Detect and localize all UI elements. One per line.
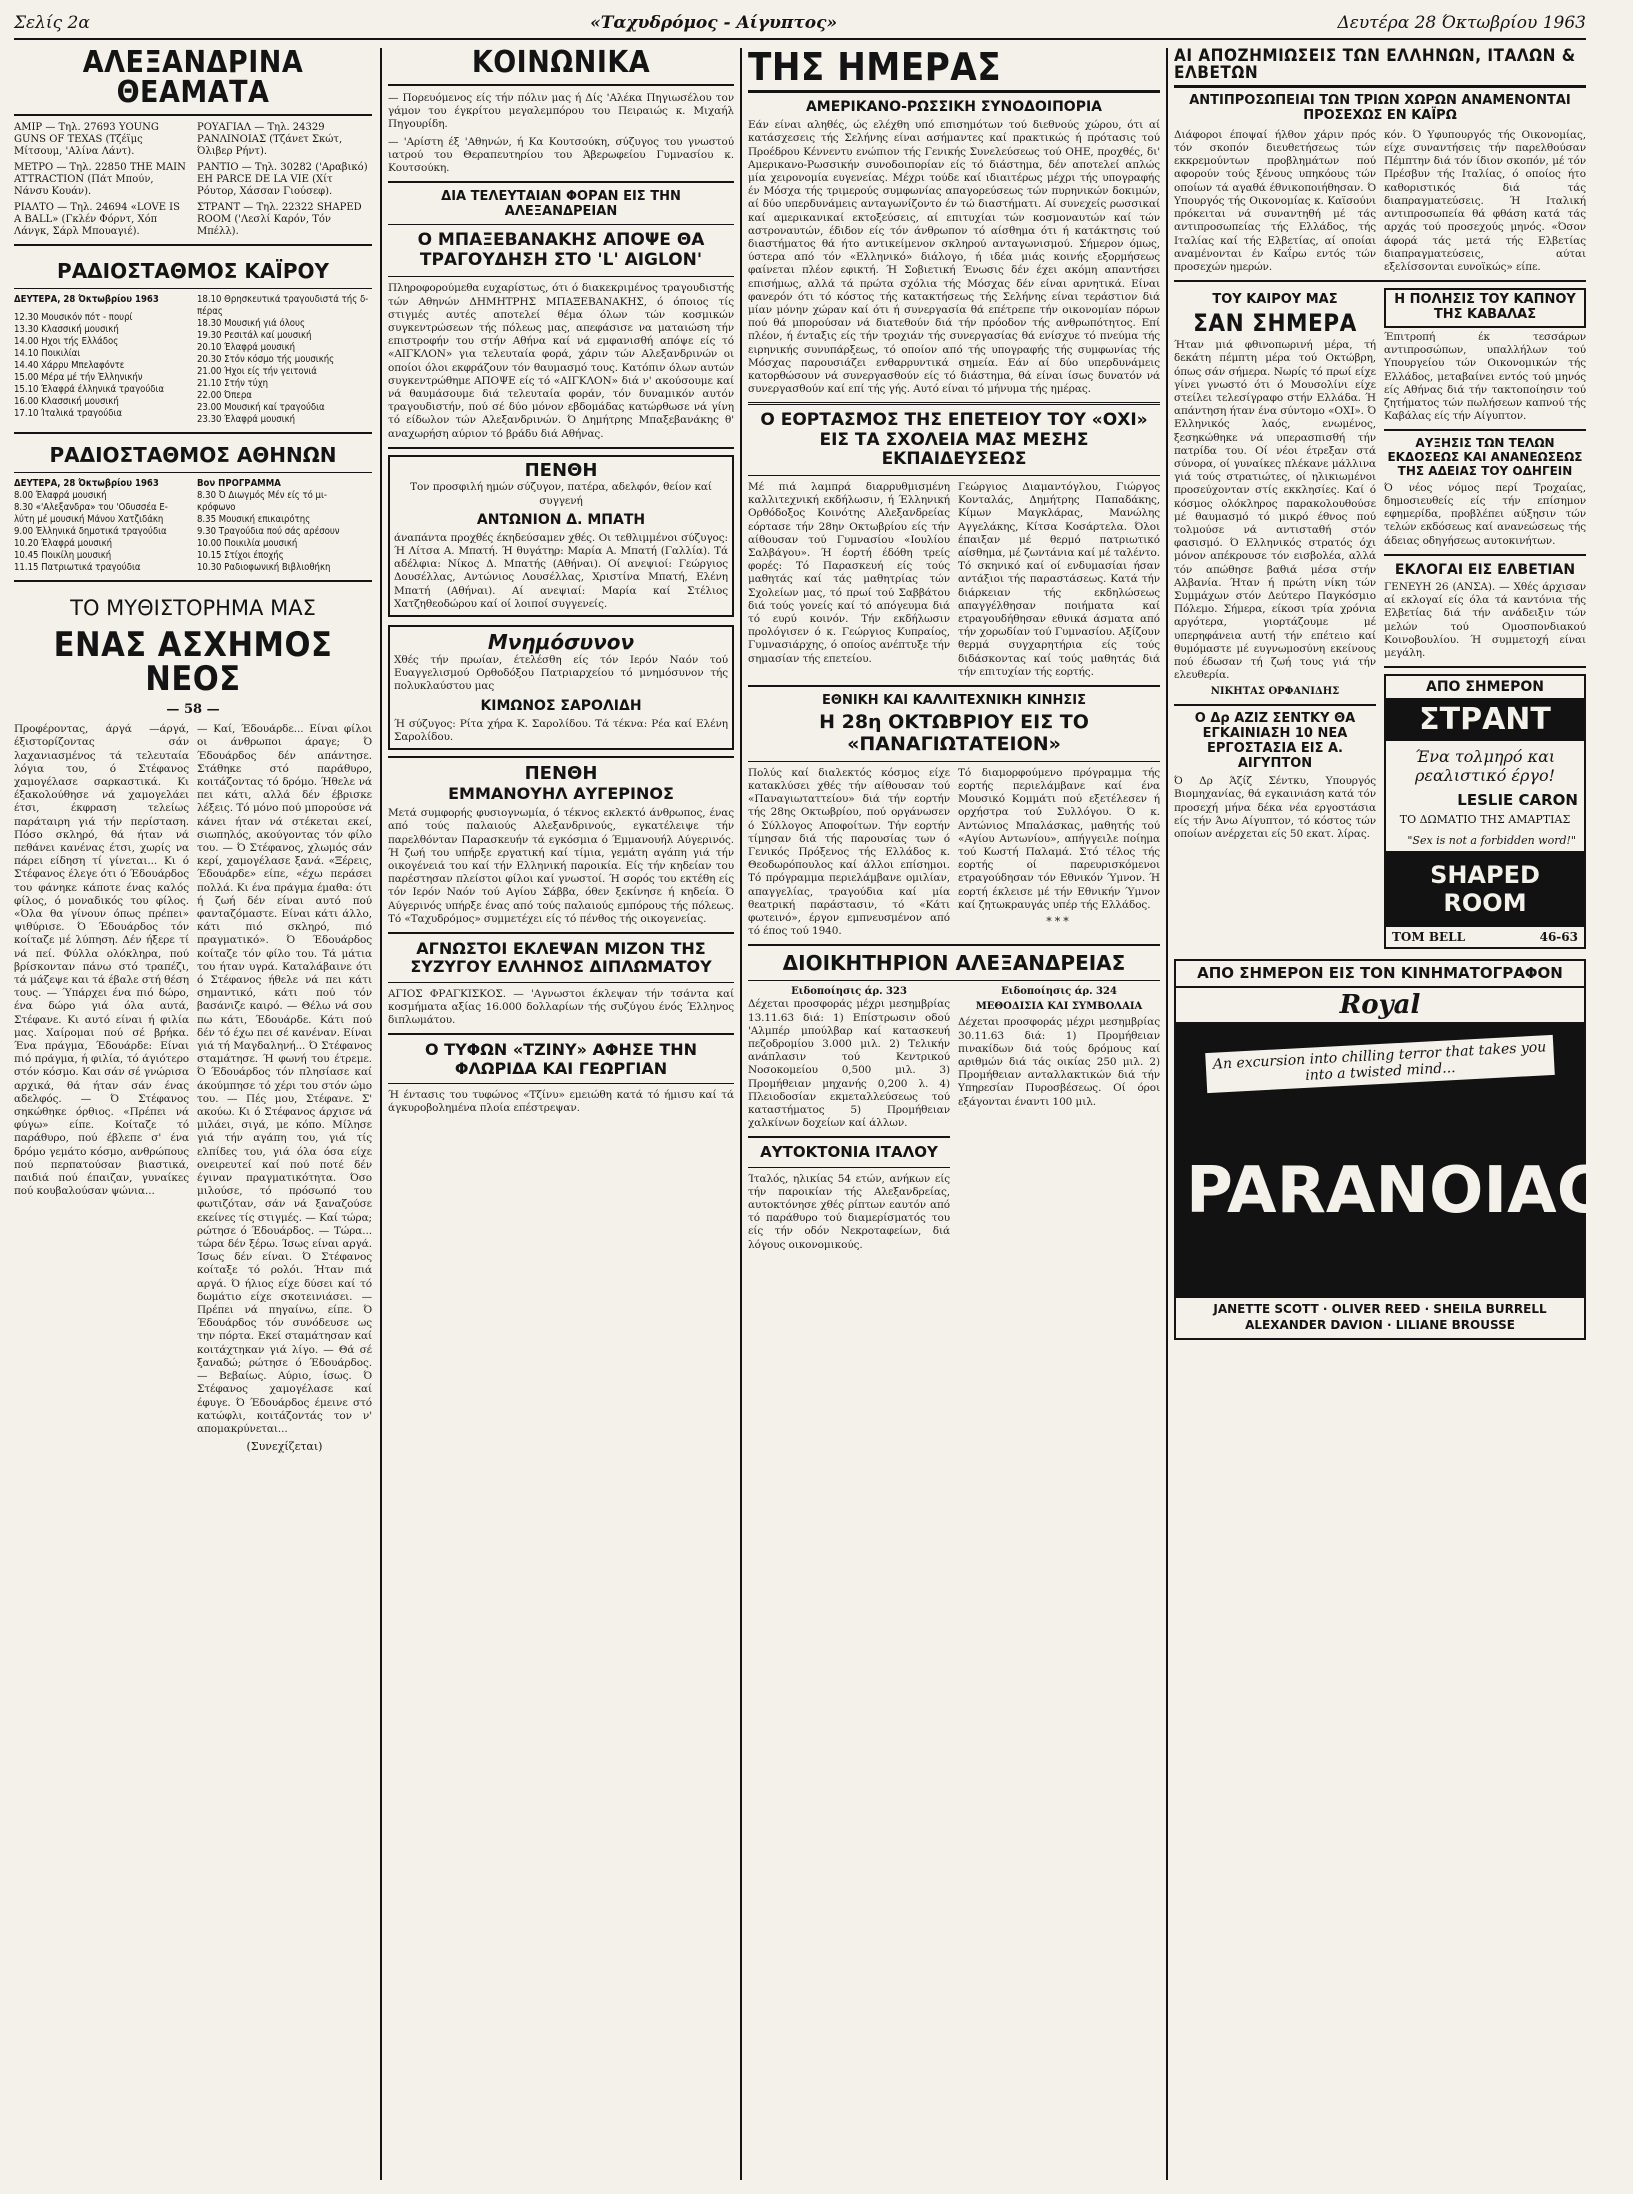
ad-phone: 46-63 bbox=[1539, 930, 1578, 945]
aiglon-headline: Ο ΜΠΑΞΕΒΑΝΑΚΗΣ ΑΠΟΨΕ ΘΑ ΤΡΑΓΟΥΔΗΣΗ ΣΤΟ 'L' AIGLON' bbox=[417, 230, 705, 270]
column-rule bbox=[380, 48, 382, 2180]
compensation-subheadline: ΑΝΤΙΠΡΟΣΩΠΕΙΑΙ ΤΩΝ ΤΡΙΩΝ ΧΩΡΩΝ ΑΝΑΜΕΝΟΝΤΑΙ ΠΡΟΣΕΧΩΣ ΕΝ ΚΑΪΡΩ bbox=[1189, 93, 1571, 123]
column-rule bbox=[740, 48, 742, 2180]
ad-costar: TOM BELL bbox=[1392, 930, 1466, 945]
newspaper-name: «Ταχυδρόμος - Αίγυπτος» bbox=[590, 13, 838, 33]
strand-ad bbox=[1384, 674, 1586, 949]
radio-item: 23.30 Έλαφρά μουσική bbox=[197, 414, 296, 425]
cinema-listing: ΡΟΥΑΓΙΑΛ — Τηλ. 24329 ΡΑΝΛΙΝΟΙΑΣ (Τζάνετ Σκώτ, Όλιβερ Ρήντ). bbox=[197, 122, 343, 157]
san-simera-title: ΣΑΝ ΣΗΜΕΡΑ bbox=[1193, 309, 1357, 338]
theatres-title: ΑΛΕΞΑΝΔΡΙΝΑ ΘΕΑΜΑΤΑ bbox=[82, 45, 304, 110]
radio-item: 8.30 Ό Διωγμός Μέν είς τό μι- bbox=[197, 490, 327, 501]
radio-item: 10.20 Έλαφρά μουσική bbox=[14, 538, 113, 549]
tobacco-headline: Η ΠΟΛΗΣΙΣ ΤΟΥ ΚΑΠΝΟΥ ΤΗΣ ΚΑΒΑΛΑΣ bbox=[1384, 288, 1586, 328]
obituary-title: ΠΕΝΘΗ bbox=[524, 763, 598, 785]
typhoon-text: Ή έντασις του τυφώνος «Τζίνυ» εμειώθη κατά τό ήμισυ καί τά άγκυροβολημένα πλοία επέστρεψαν. bbox=[388, 1089, 734, 1115]
column-rule bbox=[1166, 48, 1168, 2180]
radio-athens-schedule bbox=[14, 478, 372, 574]
ad-cinema-name: ΣΤΡΑΝΤ bbox=[1386, 698, 1584, 741]
licence-headline: ΑΥΞΗΣΙΣ ΤΩΝ ΤΕΛΩΝ ΕΚΔΟΣΕΩΣ ΚΑΙ ΑΝΑΝΕΩΣΕΩΣ ΤΗΣ ΑΔΕΙΑΣ ΤΟΥ ΟΔΗΓΕΙΝ bbox=[1387, 436, 1583, 478]
radio-item: 10.15 Στίχοι έποχής bbox=[197, 550, 284, 561]
radio-item: 19.30 Ρεσιτάλ καί μουσική bbox=[197, 330, 312, 341]
swiss-elections-headline: ΕΚΛΟΓΑΙ ΕΙΣ ΕΛΒΕΤΙΑΝ bbox=[1394, 561, 1576, 578]
radio-item: 21.00 Ήχοι είς τήν γειτονιά bbox=[197, 366, 317, 377]
anniversary-text: Μέ πιά λαμπρά διαρρυθμισμένη καλλιτεχνική εκδήλωσιν, ή Έλληνική Ορθόδοξος Κοινότης Αλεξανδρείας εόρτασε τήν 28ην Οκτωβρίου είς τήν αίθουσαν τού Γυμνασίου «Ιουλίου Σαλβάγου». Ή έορτή έδόθη τρείς φορές: Τό Παρασκευή είς τούς μαθητάς καί τάς μαθητρίας τών Σχολείων μας, τό πρωί τού Σαββάτου διά τούς γονείς καί τό απόγευμα διά τό ευρύ κοινόν. Τήν εκδήλωσιν προλόγισεν ό κ. Γεώργιος Κυπραίος, Γυμνασιάρχης, ό οποίος ανέπτυξε τήν σημασίαν τής επετείου. bbox=[748, 481, 950, 665]
radio-date: ΔΕΥΤΕΡΑ, 28 Όκτωβρίου 1963 bbox=[14, 478, 159, 489]
radio-item: κρόφωνο bbox=[197, 502, 236, 513]
compensation-text: κόν. Ό Υφυπουργός τής Οικονομίας, είχε συναντήσεις τήν παρελθούσαν Πέμπτην διά τόν ίδιον σκοπόν, μέ τόν Πρέσβυν τής Ιταλίας, ό οποίος ήτο καθοριστικός διά τάς διαπραγματεύσεις. Ή Ιταλική αντιπροσωπεία θά φθάση κατά τάς αρχάς τού προσεχούς μηνός. «Όσον άφορά τάς μετά τής Ελβετίας διαπραγματεύσεις, αύται εξελίσσονται ευνοϊκώς» είπε. bbox=[1384, 128, 1586, 273]
ad-label: ΑΠΟ ΣΗΜΕΡΟΝ ΕΙΣ ΤΟΝ ΚΙΝΗΜΑΤΟΓΡΑΦΟΝ bbox=[1197, 964, 1563, 983]
radio-item: 17.10 Ίταλικά τραγούδια bbox=[14, 408, 122, 419]
radio-athens-title: ΡΑΔΙΟΣΤΑΘΜΟΣ ΑΘΗΝΩΝ bbox=[49, 443, 337, 467]
radio-item: 13.30 Κλασσική μουσική bbox=[14, 324, 119, 335]
radio-item: 22.00 Όπερα bbox=[197, 390, 252, 401]
ad-tagline: Ένα τολμηρό και ρεαλιστικό έργο! bbox=[1414, 747, 1556, 786]
ad-cast: JANETTE SCOTT · OLIVER REED · SHEILA BURRELL bbox=[1213, 1302, 1547, 1317]
memorial-box bbox=[388, 625, 734, 750]
radio-item: λύτη μέ μουσική Μάνου Χατζιδάκη bbox=[14, 514, 164, 525]
masthead bbox=[14, 8, 1586, 40]
column-today: ΤΗΣ ΗΜΕΡΑΣ ΑΜΕΡΙΚΑΝΟ-ΡΩΣΣΙΚΗ ΣΥΝΟΔΟΙΠΟΡΙΑ Εάν είναι αληθές, ώς ελέχθη υπό επισημότων τού διεθνούς χώρου, ότι αί κατάσχεσεις τής Σελήνης είναι ασήμαντες καί πρακτικώς ή πρότασις τού Προέδρου Κέννεντυ ενώπιον τής Γενικής Συνελεύσεως τού ΟΗΕ, προχθές, δι' Αμερικανο-Ρωσσικήν συνοδοιπορίαν είς τό διάστημα, δέν αποτελεί απλώς μία χειρονομία ευγενείας. Μέχρι τούδε καί ιδιαιτέρως μέχρι τής υπογραφής έν Μόσχα τής τριμερούς συμφωνίας απαγορεύσεως τών πυρηνικών δοκιμών, αί δύο υπερδυνάμεις ανταγωνίζοντο έν τώ διαστήματι. Αί συνεχείς ρωσσικαί καί αμερικανικαί εκτοξεύσεις, αί επιτυχίαι τών κοσμοναυτών καί τών αστροναυτών, έδιδον είς τόν άνθρωπον τό αίσθημα ότι ή κατάκτησις τού διαστήματος θά ήτο αντικείμενον σκληρού ανταγωνισμού. Σήμερον όμως, ύστερα από τόν «Ελληνικό» διάλογο, ή ιδέα μιάς κοινής εξορμήσεως φαίνεται πλέον εφικτή. Ή Σοβιετική Ένωσις δέν έχει ακόμη απαντήσει επισήμως, αλλά τά πρώτα σχόλια τής Μόσχας δέν είναι αρνητικά. Είναι φανερόν ότι τό κόστος τής κατακτήσεως τής Σελήνης είναι τεράστιον διά μίαν μόνην χώραν καί ότι ή συνεργασία θά επέτρεπε τήν οικονομίαν πόρων πού θά μπορούσαν νά διατεθούν διά τήν πρόοδον τής ανθρωπότητος. Επί πλέον, ή ένταξις είς τήν τροχιάν τής συνεργασίας θά ενίσχυε τό πνεύμα τής ειρηνικής συνυπάρξεως, τό οποίον από τής υπογραφής τής συμφωνίας τής Μόσχας παρουσιάζει ενθαρρυντικά σημεία. Εάν αί δύο υπερδυνάμεις κατορθώσουν νά συνεργασθούν είς τό διάστημα, θά είναι ίσως δυνατόν νά συνεργασθούν καί επί τής γής. Αυτό είναι τό μήνυμα τής ημέρας. Ο ΕΟΡΤΑΣΜΟΣ ΤΗΣ ΕΠΕΤΕΙΟΥ ΤΟΥ «ΟΧΙ» ΕΙΣ ΤΑ ΣΧΟΛΕΙΑ ΜΑΣ ΜΕΣΗΣ ΕΚΠΑΙΔΕΥΣΕΩΣ Μέ πιά λαμπρά διαρρυθμισμένη καλλιτεχνική εκδήλωσιν, ή Έλληνική Ορθόδοξος Κοινότης Αλεξανδρείας εόρτασε τήν 28ην Οκτωβρίου είς τήν αίθουσαν τού Γυμνασίου «Ιουλίου Σαλβάγου». Ή έορτή έδόθη τρείς φορές: Τό Παρασκευή είς τούς μαθητάς καί τάς μαθητρίας τών Σχολείων μας, τό πρωί τού Σαββάτου διά τούς γονείς καί τό απόγευμα διά τό ευρύ κοινόν. Τήν εκδήλωσιν προλόγισεν ό κ. Γεώργιος Κυπραίος, Γυμνασιάρχης, ό οποίος ανέπτυξε τήν σημασίαν τής επετείου. Γεώργιος Διαμαντόγλου, Γιώργος Κονταλάς, Δημήτρης Παπαδάκης, Κίμων Μαγκλάρας, Μανώλης Αγγελάκης, Κίτσα Κοσάρτελα. Όλοι έπαιξαν μέ θερμό πατριωτικό αίσθημα, μέ ζωντάνια καί μέ ταλέντο. Τό σκηνικό καί οί ενδυμασίαι ήσαν αντάξιοι τής παραστάσεως. Κατά τήν διάρκειαν τής εκδηλώσεως απαγγέλθησαν ποιήματα καί ετραγουδήθησαν εθνικά άσματα από τήν χορωδίαν τού Γυμνασίου. Αξίζουν θερμά συγχαρητήρια είς τούς διδάσκοντας καί τούς μαθητάς διά τήν επιτυχίαν τής εορτής. ΕΘΝΙΚΗ ΚΑΙ ΚΑΛΛΙΤΕΧΝΙΚΗ ΚΙΝΗΣΙΣ Η 28η ΟΚΤΩΒΡΙΟΥ ΕΙΣ ΤΟ «ΠΑΝΑΓΙΩΤΑΤΕΙΟΝ» Πολύς καί διαλεκτός κόσμος είχε κατακλύσει χθές τήν αίθουσαν τού «Παναγιωταττείου» διά τήν εορτήν τής 28ης Οκτωβρίου, πού οργάνωσεν ό Σύλλογος Αποφοίτων. Τήν εορτήν τίμησαν διά τής παρουσίας των ό Γενικός Πρόξενος τής Ελλάδος κ. Θεοδωρόπουλος καί άλλοι επίσημοι. Τό πρόγραμμα περιελάμβανε ομιλίαν, απαγγελίας, τραγούδια καί μία θεατρική παράστασιν, τό «Κάτι φωτεινό», έργον εμπνευσμένον από τό έπος τού 1940. Τό διαμορφούμενο πρόγραμμα τής εορτής περιελάμβανε καί ένα Μουσικό Κομμάτι πού εξετέλεσεν ή ορχήστρα τού Συλλόγου. Ό κ. Αντώνιος Μπαλάσκας, μαθητής τού «Αγίου Αντωνίου», απήγγειλε ποίημα τού Κωστή Παλαμά. Στό τέλος τής εορτής οί παρευρισκόμενοι ετραγούδησαν τόν Εθνικόν Ύμνον. Ή εορτή έκλεισε μέ τήν Εθνικήν Ύμνον καί ζητωκραυγάς υπέρ τής Ελλάδος. *** ΔΙΟΙΚΗΤΗΡΙΟΝ ΑΛΕΞΑΝΔΡΕΙΑΣ Ειδοποίησις άρ. 323 Δέχεται προσφοράς μέχρι μεσημβρίας 13.11.63 διά: 1) Επίστρωσιν οδού 'Αλμπέρ μπούλβαρ καί κατασκευή πεζοδρομίου 3.000 μιλ. 2) Τελικήν ανάπλασιν τού Κεντρικού Νοσοκομείου 0,500 μιλ. 3) Προμήθειαν μηχανής 0,200 λ. 4) Πλειοδοσίαν εκμεταλλεύσεως τού καταστήματος 5) Προμήθειαν χαλκίνων δοχείων καί άλλων. ΑΥΤΟΚΤΟΝΙΑ ΙΤΑΛΟΥ Ίταλός, ηλικίας 54 ετών, ανήκων είς τήν παροικίαν τής Αλεξανδρείας, αυτοκτόνησε χθές ρίπτων εαυτόν από τό παράθυρο τού διαμερίσματός του είς τήν οδόν Νεκροταφείων, διά λόγους οικονομικούς. Ειδοποίησις άρ. 324 ΜΕΘΟΔΙΣΙΑ ΚΑΙ ΣΥΜΒΟΛΑΙΑ Δέχεται προσφοράς μέχρι μεσημβρίας 30.11.63 διά: 1) Προμήθειαν πινακίδων διά τούς δρόμους καί αριθμών διά τάς οικίας 250 μιλ. 2) Προμήθειαν ανταλλακτικών διά τήν Υπηρεσίαν Πυροσβέσεως. Οί όροι εξάγονται έναντι 100 μιλ. bbox=[748, 45, 1160, 1251]
notice-number: Ειδοποίησις άρ. 324 bbox=[1001, 986, 1117, 998]
obituary-name: ΑΝΤΩΝΙΟΝ Δ. ΜΠΑΤΗ bbox=[476, 511, 646, 528]
radio-item: 8.35 Μουσική επικαιρότης bbox=[197, 514, 311, 525]
radio-item: 14.10 Ποικιλίαι bbox=[14, 348, 81, 359]
notice-number: Ειδοποίησις άρ. 323 bbox=[791, 986, 907, 998]
theft-headline: ΑΓΝΩΣΤΟΙ ΕΚΛΕΨΑΝ ΜΙΖΟΝ ΤΗΣ ΣΥΖΥΓΟΥ ΕΛΛΗΝΟΣ ΔΙΠΛΩΜΑΤΟΥ bbox=[410, 938, 712, 977]
ad-star: LESLIE CARON bbox=[1457, 791, 1578, 810]
anniversary-text: Γεώργιος Διαμαντόγλου, Γιώργος Κονταλάς, Δημήτρης Παπαδάκης, Κίμων Μαγκλάρας, Μανώλης Αγγελάκης, Κίτσα Κοσάρτελα. Όλοι έπαιξαν μέ θερμό πατριωτικό αίσθημα, μέ ζωντάνια καί μέ ταλέντο. Τό σκηνικό καί οί ενδυμασίαι ήσαν αντάξιοι τής παραστάσεως. Κατά τήν διάρκειαν τής εκδηλώσεως απαγγέλθησαν ποιήματα καί ετραγουδήθησαν εθνικά άσματα από τήν χορωδίαν τού Γυμνασίου. Αξίζουν θερμά συγχαρητήρια είς τούς διδάσκοντας καί τούς μαθητάς διά τήν επιτυχίαν τής εορτής. bbox=[958, 481, 1160, 678]
compensation-headline: ΑΙ ΑΠΟΖΗΜΙΩΣΕΙΣ ΤΩΝ ΕΛΛΗΝΩΝ, ΙΤΑΛΩΝ & ΕΛΒΕΤΩΝ bbox=[1174, 48, 1586, 88]
cinema-listing: ΜΕΤΡΟ — Τηλ. 22850 THE MAIN ATTRACTION (Πάτ Μπούν, Νάνσυ Κουάν). bbox=[14, 162, 186, 197]
radio-item: πέρας bbox=[197, 306, 223, 317]
cinema-listing: ΑΜΙΡ — Τηλ. 27693 YOUNG GUNS OF TEXAS (Τζέϊμς Μίτσουμ, 'Αλίνα Λάντ). bbox=[14, 122, 159, 157]
social-title: ΚΟΙΝΩΝΙΚΑ bbox=[471, 45, 651, 80]
kicker: ΕΘΝΙΚΗ ΚΑΙ ΚΑΛΛΙΤΕΧΝΙΚΗ ΚΙΝΗΣΙΣ bbox=[822, 693, 1086, 709]
obituary-text: Μετά συμφορής φυσιογνωμία, ό τέκνος εκλεκτό άνθρωπος, ένας από τούς παλαιούς Αλεξανδρινούς, εγκατέλειψε τήν παρελθόνταν Παρασκευήν τά εγκόσμια ό Έμμανουήλ Αύγερινός. Ή ζωή του υπήρξε εργατική καί τίμια, γεμάτη αγάπη γιά τήν οικογένειά του καί τήν Ελληνική παροικία. Είς τήν κηδείαν του παρέστησαν πλείστοι φίλοι καί γνωστοί. Ή σορός του εκτέθη είς τόν Ιερόν Ναόν τού Αγίου Σάββα, όθεν ξεκίνησε ή κηδεία. Ό Αύγερινός υπήρξε ένας από τούς παλαιούς εμπόρους τής πόλεως. Τό «Ταχυδρόμος» συμμετέχει είς τό πένθος τής οικογενείας. bbox=[388, 807, 734, 925]
swiss-elections-text: ΓΕΝΕΥΗ 26 (ΑΝΣΑ). — Χθές άρχισαν αί εκλογαί είς όλα τά καντόνια τής Ελβετίας διά τήν ανάδειξιν τών μελών τού Ομοσπονδιακού Κοινοβουλίου. Ή συμμετοχή είναι μεγάλη. bbox=[1384, 580, 1586, 659]
ad-label: ΑΠΟ ΣΗΜΕΡΟΝ bbox=[1426, 679, 1544, 696]
aiglon-text: Πληροφορούμεθα ευχαρίστως, ότι ό διακεκριμένος τραγουδιστής τών Αθηνών ΔΗΜΗΤΡΗΣ ΜΠΑΞΕΒΑΝΑΚΗΣ, ό όποιος τίς στιγμές αυτές αποτελεί θέμα όλων τών κοσμικών συγκεντρώσεων τής πόλεως μας, απεφάσισε να ματαιώση τήν επιστροφήν του στήν Αθήνα καί νά εμφανισθή απόψε είς τό «ΑΙΓΚΛΟΝ» για τελευταία φορά, χάριν τών Αλεξανδρινών οι οποίοι όλοι εκφράζουν τόν θαυμασμό τους. Κατόπιν όλων αυτών συγκεντρώθημε ΑΠΟΨΕ είς τό «ΑΙΓΚΛΟΝ» διά ν' ακούσουμε καί νά θαυμάσουμε διά τελευταία φοράν, τόν δυναμικόν αυτόν τραγουδιστήν, πού σέ δύο μόνον εβδομάδας κατώρθωσε νά γίνη τό είδωλον τών Αλεξανδρινών. Ό Δημήτρης Μπαξεβανάκης θ' αναχωρήση αύριον τό βράδυ διά Αθήνας. bbox=[388, 282, 734, 440]
radio-item: 23.00 Μουσική καί τραγούδια bbox=[197, 402, 325, 413]
column-theatres bbox=[14, 45, 372, 2180]
cinema-listing: ΡΑΝΤΙΟ — Τηλ. 30282 ('Αραβικό) ΕΗ PARCE DE LA VIE (Χίτ Ρόυτορ, Χάσσαν Γιούσεφ). bbox=[197, 162, 368, 197]
panagiotateion-headline: Η 28η ΟΚΤΩΒΡΙΟΥ ΕΙΣ ΤΟ «ΠΑΝΑΓΙΩΤΑΤΕΙΟΝ» bbox=[819, 711, 1089, 755]
ad-quote: "Sex is not a forbidden word!" bbox=[1407, 834, 1576, 848]
typhoon-headline: Ο ΤΥΦΩΝ «ΤΖΙΝΥ» ΑΦΗΣΕ ΤΗΝ ΦΛΩΡΙΔΑ ΚΑΙ ΓΕΩΡΓΙΑΝ bbox=[424, 1040, 698, 1078]
radio-item: 18.10 Θρησκευτικά τραγουδιστά τής δ- bbox=[197, 294, 369, 305]
factories-text: Ό Δρ Άζίζ Σέντκυ, Υπουργός Βιομηχανίας, θά εγκαινιάση κατά τόν προσεχή μήνα δέκα νέα εργοστάσια είς τήν Άνω Αίγυπτον, τό κόστος τών οποίων ανέρχεται είς 50 εκατ. λίρας. bbox=[1174, 775, 1376, 840]
radio-item: 21.10 Στήν τύχη bbox=[197, 378, 269, 389]
ad-tagline: An excursion into chilling terror that takes you into a twisted mind... bbox=[1205, 1035, 1555, 1093]
memorial-family: Ή σύζυγος: Ρίτα χήρα Κ. Σαρολίδου. Τά τέκνα: Ρέα καί Ελένη Σαρολίδου. bbox=[394, 717, 728, 743]
editorial-text: Εάν είναι αληθές, ώς ελέχθη υπό επισημότων τού διεθνούς χώρου, ότι αί κατάσχεσεις τής Σελήνης είναι ασήμαντες καί πρακτικώς ή πρότασις τού Προέδρου Κέννεντυ ενώπιον τής Γενικής Συνελεύσεως τού ΟΗΕ, προχθές, δι' Αμερικανο-Ρωσσικήν συνοδοιπορίαν είς τό διάστημα, δέν αποτελεί απλώς μία χειρονομία ευγενείας. Μέχρι τούδε καί ιδιαιτέρως μέχρι τής υπογραφής έν Μόσχα τής τριμερούς συμφωνίας απαγορεύσεως τών πυρηνικών δοκιμών, αί δύο υπερδυνάμεις ανταγωνίζοντο έν τώ διαστήματι. Αί συνεχείς ρωσσικαί καί αμερικανικαί εκτοξεύσεις, αί επιτυχίαι τών κοσμοναυτών καί τών αστροναυτών, έδιδον είς τόν άνθρωπον τό αίσθημα ότι ή κατάκτησις τού διαστήματος θά ήτο αντικείμενον σκληρού ανταγωνισμού. Σήμερον όμως, ύστερα από τόν «Ελληνικό» διάλογο, ή ιδέα μιάς κοινής εξορμήσεως φαίνεται πλέον εφικτή. Ή Σοβιετική Ένωσις δέν έχει ακόμη απαντήσει επισήμως, αλλά τά πρώτα σχόλια τής Μόσχας δέν είναι αρνητικά. Είναι φανερόν ότι τό κόστος τής κατακτήσεως τής Σελήνης είναι τεράστιον διά μίαν μόνην χώραν καί ότι ή συνεργασία θά επέτρεπε τήν οικονομίαν πόρων πού θά μπορούσαν νά διατεθούν διά τήν πρόοδον τής ανθρωπότητος. Επί πλέον, ή ένταξις είς τήν τροχιάν τής συνεργασίας θά ενίσχυε τό πνεύμα τής ειρηνικής συνυπάρξεως, τό οποίον από τής υπογραφής τής συμφωνίας τής Μόσχας παρουσιάζει ενθαρρυντικά σημεία. Εάν αί δύο υπερδυνάμεις κατορθώσουν νά συνεργασθούν είς τό διάστημα, θά είναι ίσως δυνατόν νά συνεργασθούν καί επί τής γής. Αυτό είναι τό μήνυμα τής ημέρας. bbox=[748, 119, 1160, 396]
kicker: ΔΙΑ ΤΕΛΕΥΤΑΙΑΝ ΦΟΡΑΝ ΕΙΣ ΤΗΝ ΑΛΕΞΑΝΔΡΕΙΑΝ bbox=[441, 189, 681, 220]
today-header: ΤΗΣ ΗΜΕΡΑΣ bbox=[748, 48, 1160, 93]
novel-text: Προφέροντας, άργά —άργά, έξιστορίζοντας σάν λαχανιασμένος τά τελευταία λόγια του, ό Στέφανος χαμογέλασε σαρκαστικά. Κι έξακολούθησε νά χαμογελάει έτσι, έκφραση τελείως παράταιρη γιά τήν περίσταση. Πόσο σκληρό, θά ήταν νά πεθάνει κανένας έτσι, χωρίς να πάρει είδηση τί γίνεται... Κι ό Στέφανος έλεγε ότι ό Έδουάρδος του φάνηκε κάποτε ένας καλός φίλος, ό μοναδικός του φίλος. «Όλα θα γίνουν όπως πρέπει» ψιθύρισε. Ό Έδουάρδος τόν κοίταζε μέ λύπηση. Δέν ήξερε τί νά πεί. Φύλλα ολόκληρα, πού βρίσκονταν πάνω στό τραπέζι, τά μάζεψε και τά έβαλε στή θέση τους. — Ύπάρχει ένα πιό δώρο, ένα δώρο γιά όλα αυτά, Στέφανε. Κι αυτό είναι ή φιλία μας. Χαίρομαι πού σέ βρήκα. Ένα πράγμα, Έδουάρδε: Είναι πιό πράγμα, ή φιλία, τό άγιότερο στόν κόσμο. Και σάν σέ γνώρισα αρχικά, θά ήταν σάν ένας αδελφός. — Ό Στέφανος σηκώθηκε όρθιος. «Πρέπει νά φύγω» είπε. Κοίταζε τό παράθυρο, πού έβλεπε σ' ένα δρόμο γεμάτο κόσμο, ανθρώπους πού περπατούσαν βιαστικά, παιδιά πού έπαιζαν, γυναίκες πού κουβαλούσαν ψώνια... bbox=[14, 723, 189, 1198]
governorate-headline: ΔΙΟΙΚΗΤΗΡΙΟΝ ΑΛΕΞΑΝΔΡΕΙΑΣ bbox=[782, 951, 1126, 976]
royal-ad bbox=[1174, 959, 1633, 1340]
radio-item: 9.00 Έλληνικά δημοτικά τραγούδια bbox=[14, 526, 167, 537]
radio-item: 14.40 Χάρρυ Μπελαφόντε bbox=[14, 360, 125, 371]
social-item: — 'Αρίστη έξ 'Αθηνών, ή Κα Κουτσούκη, σύζυγος του γνωστού ιατρού του Θεραπευτηρίου του Άβερωφείου Γυμνασίου κ. Κουτσούκη. bbox=[388, 135, 734, 175]
novel-continued: (Συνεχίζεται) bbox=[246, 1440, 323, 1454]
suicide-headline: ΑΥΤΟΚΤΟΝΙΑ ΙΤΑΛΟΥ bbox=[760, 1143, 938, 1162]
ad-cinema-name: Royal bbox=[1176, 986, 1584, 1024]
novel-section-title: ΤΟ ΜΥΘΙΣΤΟΡΗΜΑ ΜΑΣ bbox=[70, 596, 316, 620]
ad-greek-title: ΤΟ ΔΩΜΑΤΙΟ ΤΗΣ ΑΜΑΡΤΙΑΣ bbox=[1399, 813, 1571, 827]
ad-film-title: SHAPED ROOM bbox=[1386, 851, 1584, 927]
licence-text: Ό νέος νόμος περί Τροχαίας, δημοσιευθείς είς τήν επίσημον εφημερίδα, προβλέπει αύξησιν τών τελών εκδόσεως καί ανανεώσεως τής άδειας οδηγήσεως αυτοκινήτων. bbox=[1384, 481, 1586, 547]
memorial-title: Μνημόσυνον bbox=[487, 630, 635, 655]
radio-date: ΔΕΥΤΕΡΑ, 28 Όκτωβρίου 1963 bbox=[14, 294, 159, 305]
radio-item: 14.00 Ηχοι τής Ελλάδος bbox=[14, 336, 119, 347]
obituary-box bbox=[388, 455, 734, 617]
radio-item: 15.10 Έλαφρά έλληνικά τραγούδια bbox=[14, 384, 165, 395]
column-social bbox=[388, 45, 734, 2180]
page-number: Σελίς 2α bbox=[14, 13, 90, 33]
column-title: ΤΟΥ ΚΑΙΡΟΥ ΜΑΣ bbox=[1212, 292, 1338, 308]
radio-item: 20.30 Στόν κόσμο τής μουσικής bbox=[197, 354, 335, 365]
radio-item: 11.15 Πατριωτικά τραγούδια bbox=[14, 562, 141, 573]
radio-item: 16.00 Κλασσική μουσική bbox=[14, 396, 119, 407]
panagiotateion-text: Πολύς καί διαλεκτός κόσμος είχε κατακλύσει χθές τήν αίθουσαν τού «Παναγιωταττείου» διά τήν εορτήν τής 28ης Οκτωβρίου, πού οργάνωσεν ό Σύλλογος Αποφοίτων. Τήν εορτήν τίμησαν διά τής παρουσίας των ό Γενικός Πρόξενος τής Ελλάδος κ. Θεοδωρόπουλος καί άλλοι επίσημοι. Τό πρόγραμμα περιελάμβανε ομιλίαν, απαγγελίας, τραγούδια καί μία θεατρική παράστασιν, τό «Κάτι φωτεινό», έργον εμπνευσμένον από τό έπος τού 1940. bbox=[748, 766, 950, 938]
memorial-name: ΚΙΜΩΝΟΣ ΣΑΡΟΛΙΔΗ bbox=[480, 697, 642, 714]
radio-item: 10.45 Ποικίλη μουσική bbox=[14, 550, 112, 561]
radio-item: 10.00 Ποικιλία μουσική bbox=[197, 538, 298, 549]
ad-cast: ALEXANDER DAVION · LILIANE BROUSSE bbox=[1245, 1318, 1515, 1333]
radio-item: 15.00 Μέρα μέ τήν Έλληνικήν bbox=[14, 372, 143, 383]
radio-item: 10.30 Ραδιοφωνική Βιβλιοθήκη bbox=[197, 562, 331, 573]
radio-item: 18.30 Μουσική γιά όλους bbox=[197, 318, 305, 329]
social-item: — Πορευόμενος είς τήν πόλιν μας ή Δίς 'Αλέκα Πηγιωσέλου τον γάμον του έγκρίτου μεγαλεμπόρου του Πειραιώς κ. Μιχαήλ Πηγουρίδη. bbox=[388, 92, 734, 131]
panagiotateion-text: Τό διαμορφούμενο πρόγραμμα τής εορτής περιελάμβανε καί ένα Μουσικό Κομμάτι πού εξετέλεσεν ή ορχήστρα τού Συλλόγου. Ό κ. Αντώνιος Μπαλάσκας, μαθητής τού «Αγίου Αντωνίου», απήγγειλε ποίημα τού Κωστή Παλαμά. Στό τέλος τής εορτής οί παρευρισκόμενοι ετραγούδησαν τόν Εθνικόν Ύμνον. Ή εορτή έκλεισε μέ τήν Εθνικήν Ύμνον καί ζητωκραυγάς υπέρ τής Ελλάδος. bbox=[958, 766, 1160, 911]
obituary-text: άναπάντα προχθές έκηδεύσαμεν χθές. Οι τεθλιμμένοι σύζυγος: Ή Λίτσα Α. Μπατή. Ή θυγάτηρ: Μαρία Α. Μπατή (Γαλλία). Τά αδέλφια: Νίκος Δ. Μπατής (Αθήναι). Οί ανεψιοί: Γεώργιος Δουσέλλας, Αντώνιος Λουσέλλας, Χριστίνα Μπατή, Ελένη Μπατή (Αθήναι). Αί ανεψιαί: Μαρία καί Στέλιος Χατζηθεοδώρου καί οί λοιποί συγγενείς. bbox=[394, 531, 728, 610]
novel-text: — Καί, Έδουάρδε... Είναι φίλοι οι άνθρωποι άραγε; Ό Έδουάρδος δέν απάντησε. Στάθηκε στό παράθυρο, κοιτάζοντας τό δρόμο. Ήθελε νά πει κάτι, αλλά δέν έβρισκε λέξεις. Τό μόνο πού μπορούσε νά κάνει ήταν νά στέκεται εκεί, σιωπηλός, ακούγοντας τόν φίλο του. — Ό Στέφανος, χλωμός σάν κερί, χαμογέλασε ξανά. «Ξέρεις, Έδουάρδε» είπε, «έχω περάσει πολλά. Κι ένα πράγμα έμαθα: ότι ή ζωή δέν είναι αυτό πού φανταζόμαστε. Είναι κάτι άλλο, κάτι πιό σκληρό, πιό πραγματικό». Ό Έδουάρδος κοίταζε τόν φίλο του. Τά μάτια του ήταν υγρά. Καταλάβαινε ότι ό Στέφανος ήθελε νά πει κάτι σημαντικό, κάτι πού τόν βασάνιζε καιρό. — Θέλω νά σου πω κάτι, Έδουάρδε. Κάτι πού δέν τό έχω πει σέ κανέναν. Είναι γιά τή Μαγδαληνή... Ό Στέφανος σταμάτησε. Ή φωνή του έτρεμε. Ό Έδουάρδος τόν πλησίασε καί άκούμπησε τό χέρι του στόν ώμο του. — Πές μου, Στέφανε. Σ' ακούω. Κι ό Στέφανος άρχισε νά μιλάει, σιγά, με κόπο. Μίλησε γιά τήν αγάπη του, γιά τίς ελπίδες του, γιά όλα όσα είχε ονειρευτεί καί πού ποτέ δέν έγιναν πραγματικότητα. Όσο μιλούσε, τό πρόσωπό του φωτιζόταν, σάν νά ξαναζούσε εκείνες τίς στιγμές. — Καί τώρα; ρώτησε ό Έδουάρδος. — Τώρα... τώρα δέν ξέρω. Ίσως είναι αργά. Ίσως δέν είναι. Ό Στέφανος κοίταξε τό ρολόι. Ήταν πιά αργά. Ό ήλιος είχε δύσει καί τό δωμάτιο είχε σκοτεινιάσει. — Πρέπει νά πηγαίνω, είπε. Ό Έδουάρδος τόν συνόδευσε ως την πόρτα. Εκεί σταμάτησαν καί κοιτάχτηκαν γιά λίγο. — Θά σέ ξαναδώ; ρώτησε ό Έδουάρδος. — Βεβαίως. Αύριο, ίσως. Ό Στέφανος χαμογέλασε καί έφυγε. Ό Έδουάρδος έμεινε στό κατώφλι, κοιτάζοντάς τον ν' απομακρύνεται... bbox=[197, 723, 372, 1435]
anniversary-headline: Ο ΕΟΡΤΑΣΜΟΣ ΤΗΣ ΕΠΕΤΕΙΟΥ ΤΟΥ «ΟΧΙ» ΕΙΣ ΤΑ ΣΧΟΛΕΙΑ ΜΑΣ ΜΕΣΗΣ ΕΚΠΑΙΔΕΥΣΕΩΣ bbox=[760, 410, 1148, 470]
suicide-text: Ίταλός, ηλικίας 54 ετών, ανήκων είς τήν παροικίαν τής Αλεξανδρείας, αυτοκτόνησε χθές ρίπτων εαυτόν από τό παράθυρο τού διαμερίσματός του είς τήν οδόν Νεκροταφείων, διά λόγους οικονομικούς. bbox=[748, 1172, 950, 1251]
notice-text: Δέχεται προσφοράς μέχρι μεσημβρίας 30.11.63 διά: 1) Προμήθειαν πινακίδων διά τούς δρόμους καί αριθμών διά τάς οικίας 250 μιλ. 2) Προμήθειαν ανταλλακτικών διά τήν Υπηρεσίαν Πυροσβέσεως. Οί όροι εξάγονται έναντι 100 μιλ. bbox=[958, 1016, 1160, 1108]
radio-cairo-title: ΡΑΔΙΟΣΤΑΘΜΟΣ ΚΑΪΡΟΥ bbox=[57, 259, 329, 283]
column-compensation bbox=[1174, 46, 1633, 2180]
issue-date: Δευτέρα 28 Όκτωβρίου 1963 bbox=[1337, 13, 1586, 33]
radio-item: 8.30 «'Αλεξανδρα» του 'Οδυσσέα Ε- bbox=[14, 502, 168, 513]
factories-headline: Ο Δρ ΑΖΙΖ ΣΕΝΤΚΥ ΘΑ ΕΓΚΑΙΝΙΑΣΗ 10 ΝΕΑ ΕΡΓΟΣΤΑΣΙΑ ΕΙΣ Α. ΑΙΓΥΠΤΟΝ bbox=[1194, 711, 1356, 772]
editorial-headline: ΑΜΕΡΙΚΑΝΟ-ΡΩΣΣΙΚΗ ΣΥΝΟΔΟΙΠΟΡΙΑ bbox=[805, 99, 1103, 115]
cinema-listing: ΡΙΑΛΤΟ — Τηλ. 24694 «LOVE IS A BALL» (Γκλέν Φόρντ, Χόπ Λάνγκ, Σάρλ Μπουαγιέ). bbox=[14, 202, 180, 237]
radio-cairo-schedule bbox=[14, 294, 372, 426]
ad-film-title: PARANOIAC! bbox=[1186, 1154, 1633, 1229]
theft-text: ΑΓΙΟΣ ΦΡΑΓΚΙΣΚΟΣ. — 'Αγνωστοι έκλεψαν τήν τσάντα καί κοσμήματα αξίας 16.000 δολλαρίων τής συζύγου ένός Έλληνος διπλωμάτου. bbox=[388, 987, 734, 1027]
tobacco-text: Έπιτροπή έκ τεσσάρων αντιπροσώπων, υπαλλήλων τού Υπουργείου τών Οικονομικών τής Ελλάδος, μεταβαίνει εντός τού μηνός είς Αθήνας διά τήν τακτοποίησιν τού ζητήματος τών πωλήσεων καπνού τής Καβάλας είς τήν Αίγυπτον. bbox=[1384, 330, 1586, 423]
radio-program-label: Βον ΠΡΟΓΡΑΜΜΑ bbox=[197, 478, 281, 489]
newspaper-page bbox=[14, 8, 1633, 2186]
novel-title: ΕΝΑΣ ΑΣΧΗΜΟΣ ΝΕΟΣ bbox=[53, 625, 333, 700]
radio-item: 9.30 Τραγούδια πού σάς αρέσουν bbox=[197, 526, 340, 537]
cinema-listings bbox=[14, 122, 372, 238]
obituary-intro: Τον προσφιλή ημών σύζυγον, πατέρα, αδελφόν, θείον καί συγγενή bbox=[410, 481, 712, 507]
novel-instalment: — 58 — bbox=[166, 702, 220, 718]
obituary-name: ΕΜΜΑΝΟΥΗΛ ΑΥΓΕΡΙΝΟΣ bbox=[448, 783, 674, 803]
compensation-text: Διάφοροι έποψαί ήλθον χάριν πρός τόν σκοπόν διευθετήσεως τών εκκρεμούντων προβλημάτων πού αφορούν τούς ξένους υπηκόους τών οποίων τά αγαθά έθνικοποιήθησαν. Ό Υπουργός τής Οικονομίας κ. Καϊσούνι πρόκειται νά συναντηθή μέ τάς αντιπροσωπείας τής Ελλάδος, τής Ιταλίας καί τής Ελβετίας, αί οποίαι αναμένονται έν Καΐρω εντός τών προσεχών ημερών. bbox=[1174, 128, 1376, 273]
radio-item: 8.00 Έλαφρά μουσική bbox=[14, 490, 107, 501]
notice-title: ΜΕΘΟΔΙΣΙΑ ΚΑΙ ΣΥΜΒΟΛΑΙΑ bbox=[975, 1001, 1143, 1013]
memorial-text: Χθές τήν πρωίαν, έτελέσθη είς τόν Ιερόν Ναόν τού Ευαγγελισμού Ορθοδόξου Πατριαρχείου τό μνημόσυνον τής πολυκλαύστου μας bbox=[394, 654, 728, 693]
obituary-title: ΠΕΝΘΗ bbox=[524, 459, 598, 481]
cinema-listing: ΣΤΡΑΝΤ — Τηλ. 22322 SHAPED ROOM ('Λεσλί Καρόν, Τόν Μπέλλ). bbox=[197, 202, 362, 237]
radio-item: 20.10 Έλαφρά μουσική bbox=[197, 342, 296, 353]
notice-text: Δέχεται προσφοράς μέχρι μεσημβρίας 13.11.63 διά: 1) Επίστρωσιν οδού 'Αλμπέρ μπούλβαρ καί κατασκευή πεζοδρομίου 3.000 μιλ. 2) Τελικήν ανάπλασιν τού Κεντρικού Νοσοκομείου 0,500 μιλ. 3) Προμήθειαν μηχανής 0,200 λ. 4) Πλειοδοσίαν εκμεταλλεύσεως τού καταστήματος 5) Προμήθειαν χαλκίνων δοχείων καί άλλων. bbox=[748, 998, 950, 1130]
san-simera-text: Ήταν μιά φθινοπωρινή μέρα, τή δεκάτη πέμπτη μέρα τού Οκτώβρη, όπως σάν σήμερα. Νωρίς τό πρωί είχε γίνει γνωστό ότι ό Μουσολίνι είχε στείλει τελεσίγραφο στήν Ελλάδα. Ή απάντηση ήταν ένα σύντομο «ΟΧΙ». Ό Ελληνικός λαός, ενωμένος, ξεσηκώθηκε νά υπερασπισθή τήν πατρίδα του. Οί νέοι έτρεξαν στά σύνορα, οί γυναίκες πλέκανε μάλλινα γιά τούς στρατιώτες, οί ηλικιωμένοι προσεύχονταν στίς εκκλησίες. Καί ό κόσμος ολόκληρος παρακολουθούσε μέ θαυμασμό τό μικρό έθνος πού τολμούσε νά αντισταθή στόν φασισμό. Ό Ελληνικός στρατός όχι μόνον απέκρουσε τόν εισβολέα, αλλά τόν απώθησε βαθιά μέσα στήν Αλβανία. Ήταν ή πρώτη νίκη τών Συμμάχων στόν Δεύτερο Παγκόσμιο Πόλεμο. Σήμερα, είκοσι τρία χρόνια αργότερα, γιορτάζουμε μέ υπερηφάνεια αυτή τήν επέτειο καί θυμόμαστε μέ ευγνωμοσύνη εκείνους πού έδωσαν τή ζωή τους γιά τήν ελευθερία. bbox=[1174, 339, 1376, 682]
radio-item: 12.30 Μουσικόν πότ - πουρί bbox=[14, 312, 133, 323]
author-signature: ΝΙΚΗΤΑΣ ΟΡΦΑΝΙΔΗΣ bbox=[1210, 686, 1340, 698]
